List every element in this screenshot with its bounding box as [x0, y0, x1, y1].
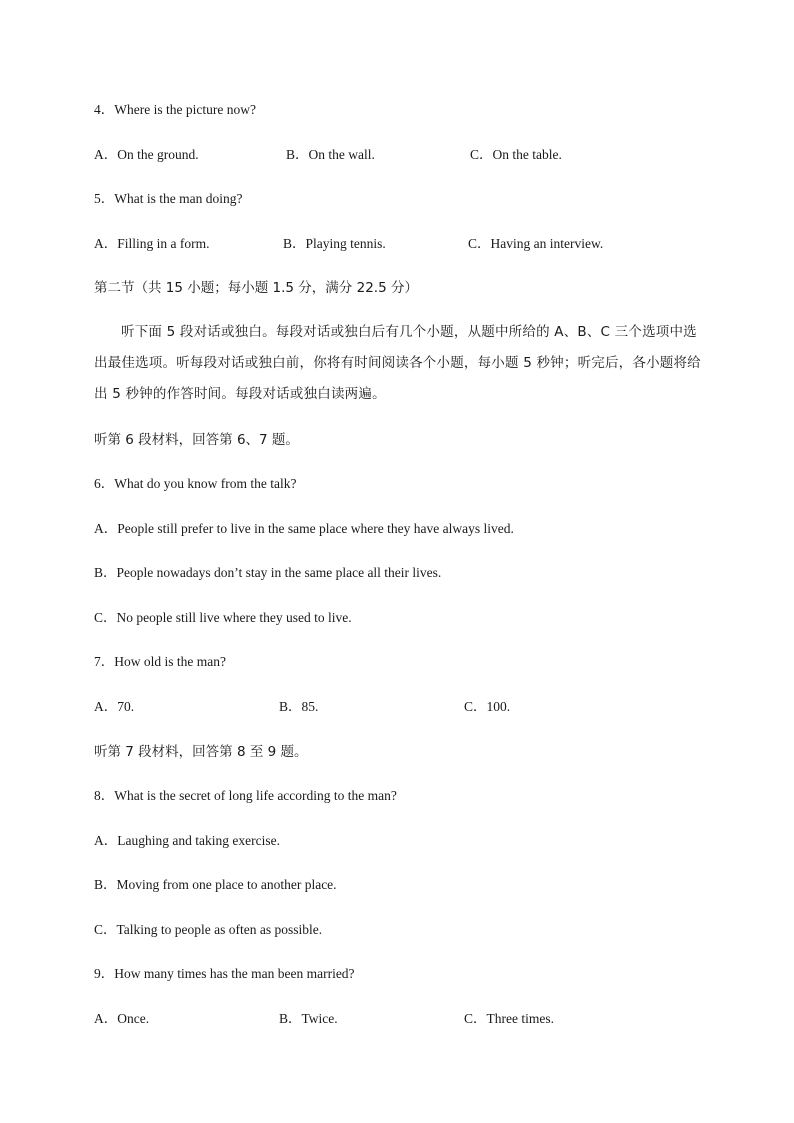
q4-option-b: B．On the wall.	[286, 147, 375, 162]
section-2-heading: 第二节（共 15 小题；每小题 1.5 分，满分 22.5 分）	[94, 280, 418, 296]
q8-option-a: A．Laughing and taking exercise.	[94, 833, 280, 848]
question-8: 8．What is the secret of long life according to the man?	[94, 788, 397, 803]
q7-option-a: A．70.	[94, 699, 135, 714]
q8-option-c: C．Talking to people as often as possible.	[94, 922, 323, 937]
q6-option-b: B．People nowadays don’t stay in the same place all their lives.	[94, 565, 442, 580]
question-6: 6．What do you know from the talk?	[94, 476, 297, 491]
q5-option-a: A．Filling in a form.	[94, 236, 210, 251]
q5-option-c: C．Having an interview.	[468, 236, 604, 251]
material-6-label: 听第 6 段材料，回答第 6、7 题。	[94, 432, 299, 448]
q9-option-a: A．Once.	[94, 1011, 150, 1026]
question-7: 7．How old is the man?	[94, 654, 226, 669]
q6-option-a: A．People still prefer to live in the same place where they have always lived.	[94, 521, 514, 536]
q4-option-c: C．On the table.	[470, 147, 562, 162]
q7-option-c: C．100.	[464, 699, 511, 714]
section-2-instructions: 听下面 5 段对话或独白。每段对话或独白后有几个小题，从题中所给的 A、B、C 三个选项中选出最佳选项。听每段对话或独白前，你将有时间阅读各个小题，每小题 5 秒钟；听完后，各小题将给出 5 秒钟的作答时间。每段对话或独白读两遍。	[94, 324, 701, 402]
q4-option-a: A．On the ground.	[94, 147, 199, 162]
material-7-label: 听第 7 段材料，回答第 8 至 9 题。	[94, 744, 308, 760]
question-9: 9．How many times has the man been married?	[94, 966, 355, 981]
q9-option-b: B．Twice.	[279, 1011, 338, 1026]
question-4: 4．Where is the picture now?	[94, 102, 256, 117]
q5-option-b: B．Playing tennis.	[283, 236, 386, 251]
q8-option-b: B．Moving from one place to another place.	[94, 877, 337, 892]
q6-option-c: C．No people still live where they used to live.	[94, 610, 352, 625]
q9-option-c: C．Three times.	[464, 1011, 554, 1026]
question-5: 5．What is the man doing?	[94, 191, 243, 206]
q7-option-b: B．85.	[279, 699, 319, 714]
